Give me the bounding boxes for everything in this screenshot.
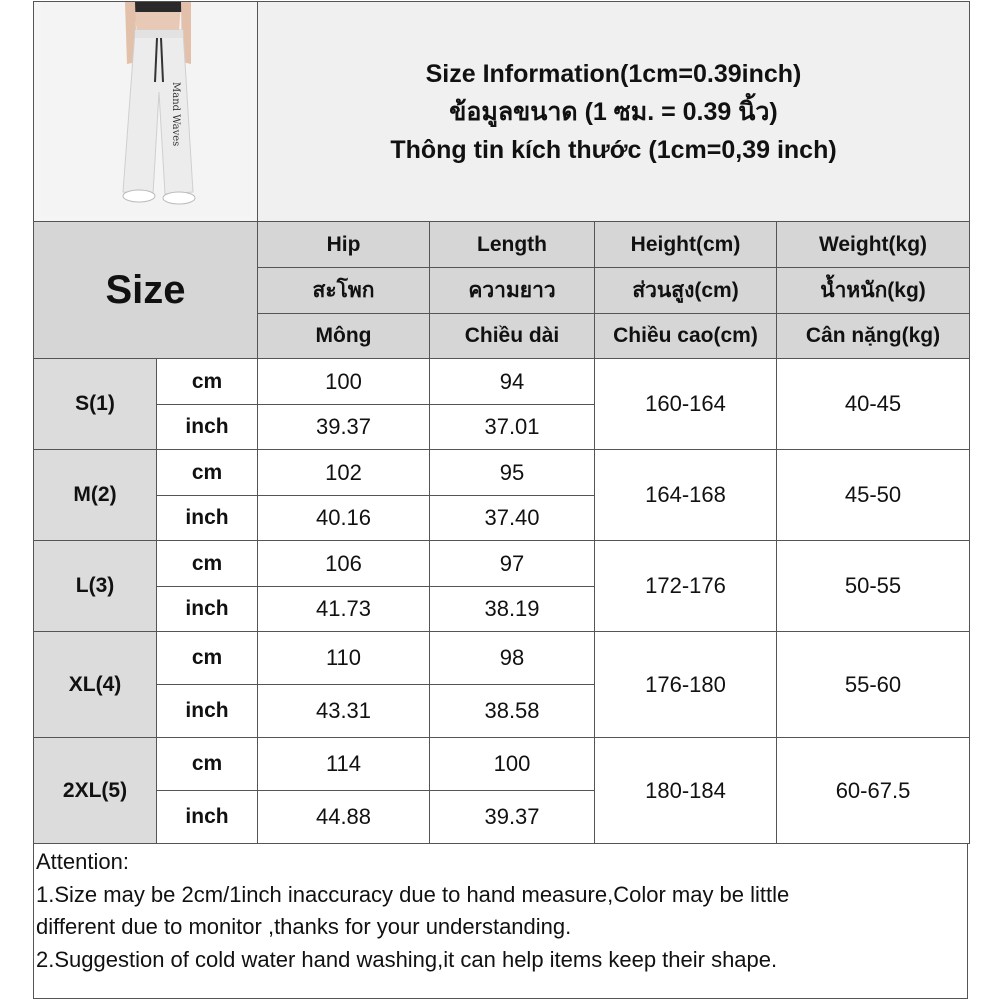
hip-cm: 114 [258,738,430,791]
unit-cm: cm [157,541,258,587]
height-range: 180-184 [595,738,777,844]
col-hip-en: Hip [258,222,430,268]
product-photo-icon [41,2,251,216]
length-cm: 98 [430,632,595,685]
col-weight-en: Weight(kg) [777,222,970,268]
note-line: different due to monitor ,thanks for your understanding. [36,914,572,939]
title-line-vi: Thông tin kích thước (1cm=0,39 inch) [390,135,837,164]
size-chart-table [33,1,970,844]
height-range: 172-176 [595,541,777,632]
length-inch: 37.01 [430,405,595,450]
hip-inch: 41.73 [258,587,430,632]
hip-cm: 110 [258,632,430,685]
height-range: 176-180 [595,632,777,738]
hip-inch: 44.88 [258,791,430,844]
unit-cm: cm [157,632,258,685]
unit-inch: inch [157,791,258,844]
size-label: XL(4) [34,632,157,738]
hip-inch: 40.16 [258,496,430,541]
col-weight-th: น้ำหนัก(kg) [777,268,970,314]
length-inch: 38.19 [430,587,595,632]
height-range: 160-164 [595,359,777,450]
hip-cm: 106 [258,541,430,587]
title-line-en: Size Information(1cm=0.39inch) [425,59,802,88]
col-length-en: Length [430,222,595,268]
unit-inch: inch [157,496,258,541]
length-inch: 37.40 [430,496,595,541]
weight-range: 50-55 [777,541,970,632]
table-row [34,450,970,496]
size-header: Size [34,222,258,359]
length-inch: 38.58 [430,685,595,738]
print-text: Mand Waves [169,82,181,147]
col-length-th: ความยาว [430,268,595,314]
note-line: 1.Size may be 2cm/1inch inaccuracy due to hand measure,Color may be little [36,881,790,907]
table-row [34,359,970,405]
weight-range: 60-67.5 [777,738,970,844]
table-row [34,632,970,685]
hip-cm: 102 [258,450,430,496]
table-row [34,541,970,587]
hip-cm: 100 [258,359,430,405]
weight-range: 40-45 [777,359,970,450]
height-range: 164-168 [595,450,777,541]
product-photo [34,2,258,222]
attention-notes [36,846,966,976]
unit-inch: inch [157,587,258,632]
note-line: 2.Suggestion of cold water hand washing,it can help items keep their shape. [36,946,778,972]
unit-inch: inch [157,685,258,738]
unit-cm: cm [157,738,258,791]
size-label: L(3) [34,541,157,632]
size-label: S(1) [34,359,157,450]
title-line-th: ข้อมูลขนาด (1 ซม. = 0.39 นิ้ว) [449,97,778,126]
col-hip-th: สะโพก [258,268,430,314]
hip-inch: 39.37 [258,405,430,450]
title-block [258,2,970,222]
length-inch: 39.37 [430,791,595,844]
col-height-th: ส่วนสูง(cm) [595,268,777,314]
col-height-vi: Chiều cao(cm) [595,314,777,359]
length-cm: 94 [430,359,595,405]
unit-cm: cm [157,359,258,405]
length-cm: 97 [430,541,595,587]
length-cm: 95 [430,450,595,496]
unit-cm: cm [157,450,258,496]
col-weight-vi: Cân nặng(kg) [777,314,970,359]
hip-inch: 43.31 [258,685,430,738]
weight-range: 45-50 [777,450,970,541]
col-hip-vi: Mông [258,314,430,359]
col-length-vi: Chiều dài [430,314,595,359]
col-height-en: Height(cm) [595,222,777,268]
notes-heading: Attention: [36,849,129,874]
table-row [34,738,970,791]
length-cm: 100 [430,738,595,791]
size-label: 2XL(5) [34,738,157,844]
weight-range: 55-60 [777,632,970,738]
unit-inch: inch [157,405,258,450]
size-label: M(2) [34,450,157,541]
